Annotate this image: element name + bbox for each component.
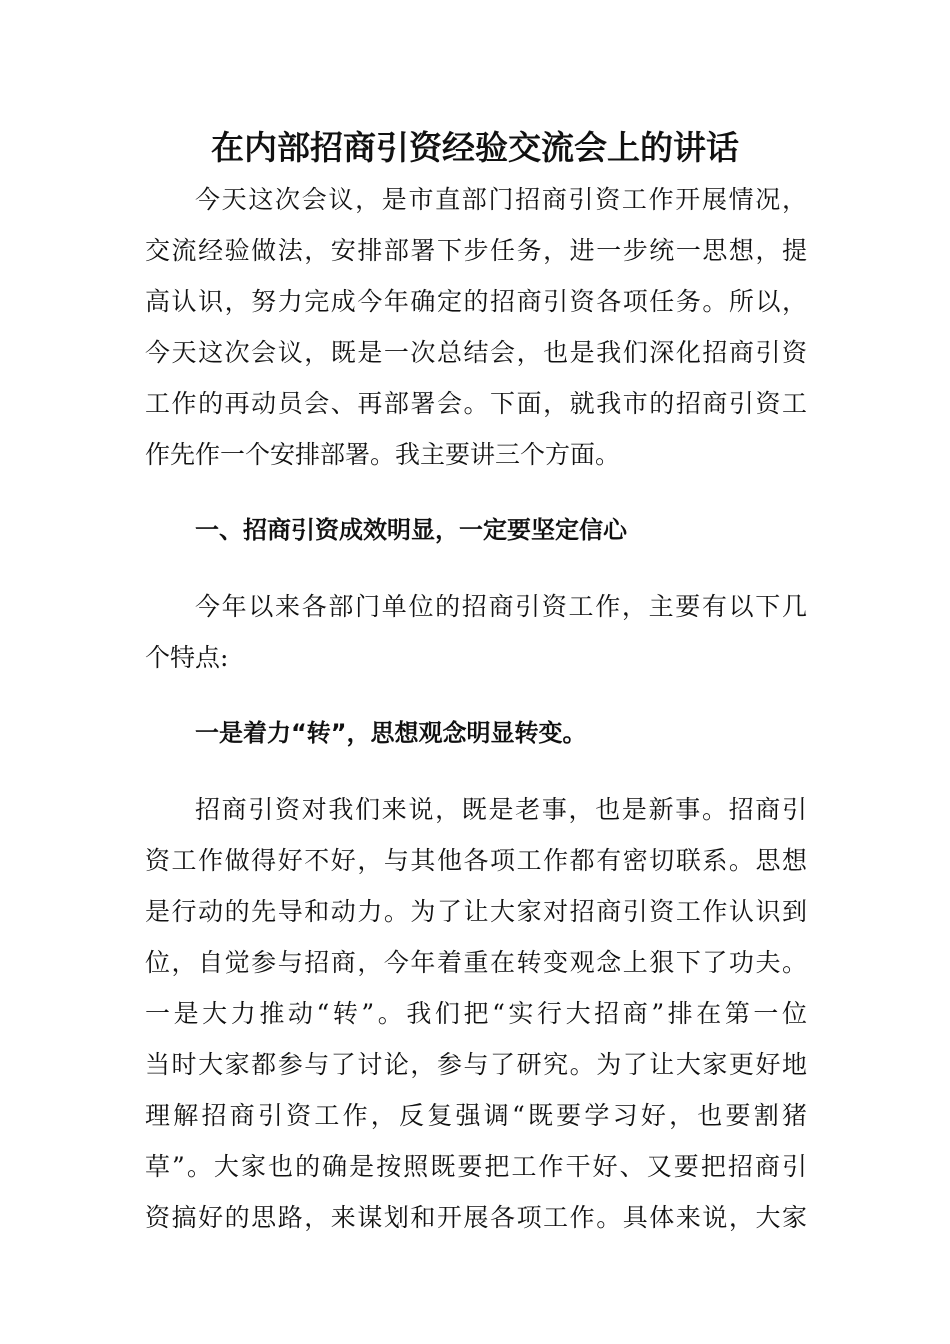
paragraph-line: 个特点: <box>145 643 229 672</box>
section-gap <box>145 759 807 784</box>
paragraph-line: 位，自觉参与招商，今年着重在转变观念上狠下了功夫。 <box>145 948 807 977</box>
paragraph-line: 作先作一个安排部署。我主要讲三个方面。 <box>145 440 621 469</box>
paragraph-line: 工作的再动员会、再部署会。下面，就我市的招商引资工 <box>145 389 807 418</box>
paragraph-line: 当时大家都参与了讨论，参与了研究。为了让大家更好地 <box>145 1050 807 1079</box>
paragraph-line: 理解招商引资工作，反复强调“既要学习好，也要割猪 <box>145 1101 807 1130</box>
paragraph-line: 今天这次会议，是市直部门招商引资工作开展情况， <box>195 185 807 214</box>
paragraph-features <box>145 581 807 683</box>
paragraph-line: 招商引资对我们来说，既是老事，也是新事。招商引 <box>195 795 807 824</box>
section-gap <box>145 480 807 505</box>
paragraph-line: 今天这次会议，既是一次总结会，也是我们深化招商引资 <box>145 338 807 367</box>
paragraph-line: 资工作做得好不好，与其他各项工作都有密切联系。思想 <box>145 846 807 875</box>
paragraph-line: 是行动的先导和动力。为了让大家对招商引资工作认识到 <box>145 897 807 926</box>
paragraph-intro <box>145 174 807 480</box>
paragraph-line: 一是大力推动“转”。我们把“实行大招商”排在第一位 <box>145 999 807 1028</box>
document-title: 在内部招商引资经验交流会上的讲话 <box>211 128 739 167</box>
paragraph-transform <box>145 784 807 1243</box>
section-gap <box>145 683 807 708</box>
paragraph-line: 高认识，努力完成今年确定的招商引资各项任务。所以， <box>145 287 807 316</box>
document-body <box>145 174 807 1243</box>
paragraph-line: 草”。大家也的确是按照既要把工作干好、又要把招商引 <box>145 1152 807 1181</box>
subsection-heading-1: 一是着力“转”，思想观念明显转变。 <box>195 719 587 747</box>
section-heading-1: 一、招商引资成效明显，一定要坚定信心 <box>195 516 627 544</box>
paragraph-line: 交流经验做法，安排部署下步任务，进一步统一思想，提 <box>145 236 807 265</box>
section-gap <box>145 556 807 581</box>
paragraph-line: 今年以来各部门单位的招商引资工作，主要有以下几 <box>195 592 807 621</box>
paragraph-line: 资搞好的思路，来谋划和开展各项工作。具体来说，大家 <box>145 1203 807 1232</box>
